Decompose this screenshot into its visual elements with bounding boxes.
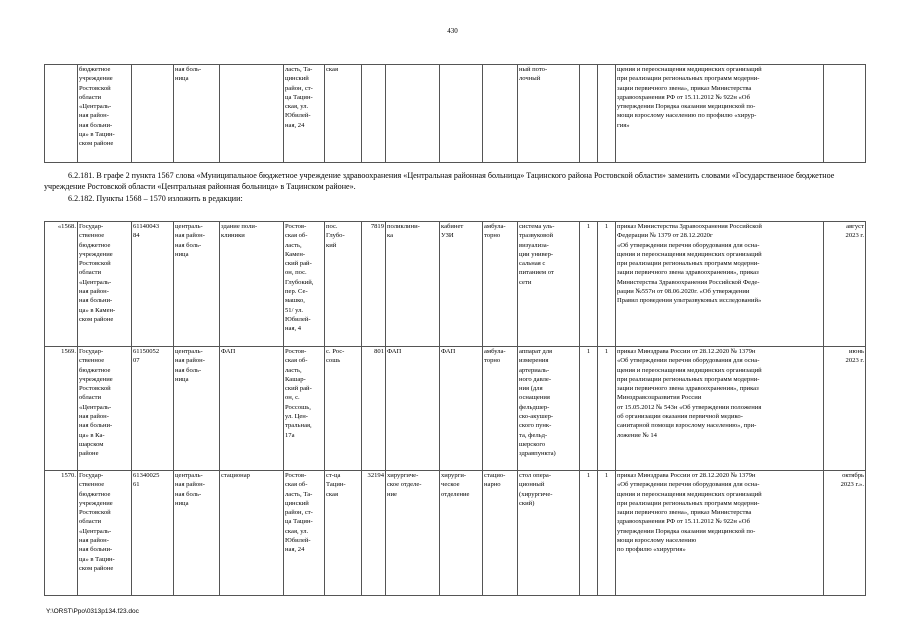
- cell-building: стационар: [220, 471, 284, 596]
- cell-okato: 801: [362, 347, 386, 471]
- cell-settlement: ст-ца Тацин- ская: [325, 471, 362, 596]
- cell-qty-2: 1: [598, 471, 616, 596]
- cell-qty-2: 1: [598, 347, 616, 471]
- cell-no: 1569.: [45, 347, 78, 471]
- cell-address: ласть, Та- цинский район, ст- ца Тацин- ская, ул. Юбилей- ная, 24: [284, 65, 325, 163]
- cell-building: [220, 65, 284, 163]
- cell-unit: [386, 65, 440, 163]
- cell-basis: приказ Минздрава России от 28.12.2020 № 1379н «Об утверждении перечня оборудования для осна- щения и переоснащения медицинских организаций при реализации региональных программ модерни- зации первичного звена здравоохранения», приказ Минздравсоцразвития России от 15.05.2012 № 543н «Об утверждении положения об организации оказания первичной медико- санитарной помощи взрослому населению», при- ложение № 14: [616, 347, 824, 471]
- cell-code: 61150052 07: [132, 347, 174, 471]
- table-row: [45, 471, 866, 596]
- amendment-text: 6.2.181. В графе 2 пункта 1567 слова «Муниципальное бюджетное учреждение здравоохранения «Центральная районная больница» Тацинского района Ростовской области» заменить словами «Государственное бюджетное учреждение Ростовской области «Центральная районная больница» в Тацинском районе».: [44, 171, 835, 191]
- cell-no: [45, 65, 78, 163]
- cell-room: хирурги- ческое отделение: [440, 471, 483, 596]
- cell-settlement: ская: [325, 65, 362, 163]
- cell-unit: ФАП: [386, 347, 440, 471]
- cell-okato: 7819: [362, 222, 386, 347]
- cell-okato: 32194: [362, 471, 386, 596]
- cell-address: Ростов- ская об- ласть, Кашар- ский рай- он, с. Россошь, ул. Цен- тральная, 17а: [284, 347, 325, 471]
- cell-unit: хирургиче- ское отделе- ние: [386, 471, 440, 596]
- cell-basis: щения и переоснащения медицинских организаций при реализации региональных программ модерни- зации первичного звена», приказ Министерства здравоохранения РФ от 15.11.2012 № 922н «Об утверждении Порядка оказания медицинской по- мощи взрослому населению по профилю «хирур- гия»: [616, 65, 824, 163]
- equipment-table: [44, 221, 866, 596]
- cell-address: Ростов- ская об- ласть, Та- цинский район, ст- ца Тацин- ская, ул. Юбилей- ная, 24: [284, 471, 325, 596]
- file-path-footer: Y:\ORST\Ppo\0313p134.f23.doc: [46, 608, 139, 615]
- amendment-paragraph-181: [44, 171, 866, 193]
- cell-form: амбула- торно: [483, 222, 518, 347]
- cell-term: [824, 65, 866, 163]
- cell-settlement: с. Рос- сошь: [325, 347, 362, 471]
- cell-equipment: стол опера- ционный (хирургиче- ский): [518, 471, 580, 596]
- cell-organization: Государ- ственное бюджетное учреждение Ростовской области «Централь- ная район- ная больни- ца» в Камен- ском районе: [78, 222, 132, 347]
- cell-code: [132, 65, 174, 163]
- cell-organization: Государ- ственное бюджетное учреждение Ростовской области «Централь- ная район- ная больни- ца» в Ка- шарском районе: [78, 347, 132, 471]
- cell-address: Ростов- ская об- ласть, Камен- ский рай- он, пос. Глубокий, пер. Се- машко, 51/ ул. Юбилей- ная, 4: [284, 222, 325, 347]
- cell-no: 1570.: [45, 471, 78, 596]
- cell-room: ФАП: [440, 347, 483, 471]
- table-row: [45, 347, 866, 471]
- cell-room: кабинет УЗИ: [440, 222, 483, 347]
- cell-basis: приказ Министерства Здравоохранения Российской Федерации № 1379 от 28.12.2020г «Об утверждении перечня оборудования для осна- щения и переоснащения медицинских организаций при реализации региональных программ модерни- зации первичного звена здравоохранения», приказ Министерства Здравоохранения Российской Феде- рации №557н от 08.06.2020г. «Об утверждении Правил проведения ультразвуковых исследований»: [616, 222, 824, 347]
- cell-qty-1: 1: [580, 347, 598, 471]
- cell-qty-1: [580, 65, 598, 163]
- table-row: [45, 222, 866, 347]
- cell-building: здание поли- клиники: [220, 222, 284, 347]
- cell-code: 61340025 61: [132, 471, 174, 596]
- cell-type: ная боль- ница: [174, 65, 220, 163]
- cell-code: 61140043 84: [132, 222, 174, 347]
- cell-equipment: система уль- тразвуковой визуализа- ции универ- сальная с питанием от сети: [518, 222, 580, 347]
- cell-form: [483, 65, 518, 163]
- cell-unit: поликлини- ка: [386, 222, 440, 347]
- cell-organization: бюджетное учреждение Ростовской области «Централь- ная район- ная больни- ца» в Тацин- ском районе: [78, 65, 132, 163]
- amendment-paragraph-182: [44, 194, 866, 205]
- cell-no: «1568.: [45, 222, 78, 347]
- cell-form: стацио- нарно: [483, 471, 518, 596]
- cell-type: централь- ная район- ная боль- ница: [174, 471, 220, 596]
- cell-equipment: аппарат для измерения артериаль- ного давле- ния (для оснащения фельдшер- ско-акушер- ского пунк- та, фельд- шерского здравпункта): [518, 347, 580, 471]
- cell-type: централь- ная район- ная боль- ница: [174, 222, 220, 347]
- cell-settlement: пос. Глубо- кий: [325, 222, 362, 347]
- cell-organization: Государ- ственное бюджетное учреждение Ростовской области «Централь- ная район- ная больни- ца» в Тацин- ском районе: [78, 471, 132, 596]
- cell-qty-2: [598, 65, 616, 163]
- amendment-text: 6.2.182. Пункты 1568 – 1570 изложить в редакции:: [68, 194, 243, 203]
- cell-term: август 2023 г.: [824, 222, 866, 347]
- cell-qty-1: 1: [580, 222, 598, 347]
- cell-okato: [362, 65, 386, 163]
- equipment-table-continued: [44, 64, 866, 163]
- cell-basis: приказ Минздрава России от 28.12.2020 № 1379н «Об утверждении перечня оборудования для осна- щения и переоснащения медицинских организаций при реализации региональных программ модерни- зации первичного звена», приказ Министерства здравоохранения РФ от 15.11.2012 № 922н «Об утверждении Порядка оказания медицинской по- мощи взрослому населению по профилю «хирургия»: [616, 471, 824, 596]
- cell-equipment: ный пото- лочный: [518, 65, 580, 163]
- table-row: [45, 65, 866, 163]
- cell-term: октябрь 2023 г.».: [824, 471, 866, 596]
- cell-qty-1: 1: [580, 471, 598, 596]
- cell-type: централь- ная район- ная боль- ница: [174, 347, 220, 471]
- cell-room: [440, 65, 483, 163]
- cell-qty-2: 1: [598, 222, 616, 347]
- cell-term: июнь 2023 г.: [824, 347, 866, 471]
- page-number: 430: [447, 27, 458, 35]
- cell-form: амбула- торно: [483, 347, 518, 471]
- cell-building: ФАП: [220, 347, 284, 471]
